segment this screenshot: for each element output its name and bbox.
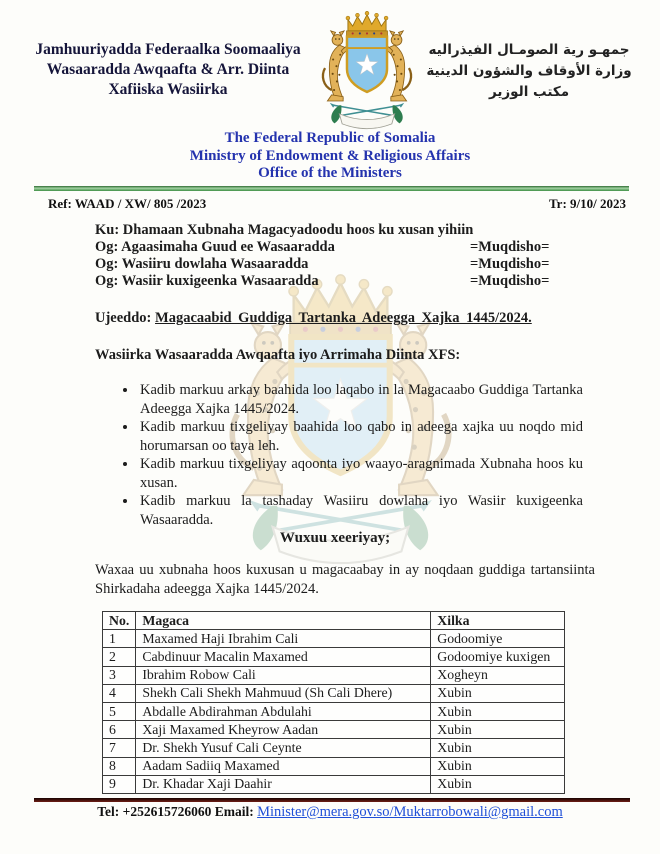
- member-name: Dr. Shekh Yusuf Cali Ceynte: [136, 739, 431, 757]
- somali-line-2: Wasaaradda Awqaafta & Arr. Diinta: [46, 61, 290, 78]
- member-no: 1: [103, 630, 136, 648]
- table-row: [103, 703, 565, 721]
- member-no: 6: [103, 721, 136, 739]
- arabic-line-3: مكتب الوزير: [488, 84, 570, 100]
- table-row: [103, 630, 565, 648]
- member-role: Xubin: [431, 703, 565, 721]
- member-no: 3: [103, 666, 136, 684]
- footer-contact: [0, 804, 660, 821]
- member-no: 2: [103, 648, 136, 666]
- english-line-2: Ministry of Endowment & Religious Affairs: [189, 147, 471, 164]
- member-no: 7: [103, 739, 136, 757]
- cc-label: Og: Wasiiru dowlaha Wasaaradda: [95, 256, 309, 272]
- member-name: Xaji Maxamed Kheyrow Aadan: [136, 721, 431, 739]
- arabic-line-2: وزارة الأوقاف والشؤون الدينية: [426, 63, 632, 79]
- subject-line: [95, 310, 603, 327]
- table-row: [103, 684, 565, 702]
- letterhead-arabic: [416, 40, 642, 103]
- column-header-role: Xilka: [431, 612, 565, 630]
- subject-text: Magacaabid Guddiga Tartanka Adeegga Xajka 1445/2024.: [155, 310, 532, 326]
- consideration-item: • Kadib markuu tixgeliyay baahida loo qabo in adeega xajka uu noqdo mid horumarsan oo taya leh.: [138, 418, 583, 455]
- table-row: [103, 757, 565, 775]
- letterhead-english-title: [0, 130, 660, 183]
- member-no: 4: [103, 684, 136, 702]
- table-row: [103, 648, 565, 666]
- member-name: Abdalle Abdirahman Abdulahi: [136, 703, 431, 721]
- consideration-item: • Kadib markuu la tashaday Wasiiru dowlaha iyo Wasiir kuxigeenka Wasaaradda.: [138, 492, 583, 529]
- somalia-coat-of-arms-icon: [305, 6, 429, 134]
- letterhead-somali: [24, 40, 312, 100]
- letter-body: [95, 222, 603, 794]
- member-role: Xubin: [431, 684, 565, 702]
- somali-line-3: Xafiiska Wasiirka: [108, 81, 228, 98]
- member-role: Xubin: [431, 775, 565, 793]
- member-name: Cabdinuur Macalin Maxamed: [136, 648, 431, 666]
- member-role: Xogheyn: [431, 666, 565, 684]
- cc-location: =Muqdisho=: [470, 273, 550, 289]
- footer-email-label: Email:: [214, 804, 254, 819]
- cc-row: [95, 239, 603, 256]
- member-name: Dr. Khadar Xaji Daahir: [136, 775, 431, 793]
- decision-paragraph: Waxaa uu xubnaha hoos kuxusan u magacaabay in ay noqdaan guddiga tartansiinta Shirkadaha adeegga Xajka 1445/2024.: [95, 562, 595, 597]
- reference-number: Ref: WAAD / XW/ 805 /2023: [48, 196, 207, 211]
- consideration-item: • Kadib markuu arkay baahida loo laqabo in la Magacaabo Guddiga Tartanka Adeegga Xajka 1445/2024.: [138, 381, 583, 418]
- member-name: Ibrahim Robow Cali: [136, 666, 431, 684]
- member-role: Xubin: [431, 757, 565, 775]
- table-row: [103, 666, 565, 684]
- subject-label: Ujeeddo:: [95, 310, 152, 326]
- reference-date: Tr: 9/10/ 2023: [548, 196, 626, 211]
- cc-row: [95, 273, 603, 290]
- header-divider-rule: [34, 186, 629, 191]
- cc-label: Og: Wasiir kuxigeenka Wasaaradda: [95, 273, 319, 289]
- member-no: 9: [103, 775, 136, 793]
- recipient-line: Ku: Dhamaan Xubnaha Magacyadoodu hoos ku xusan yihiin: [95, 222, 474, 238]
- reference-row: [48, 196, 626, 212]
- member-role: Xubin: [431, 721, 565, 739]
- member-role: Xubin: [431, 739, 565, 757]
- somali-line-1: Jamhuuriyadda Federaalka Soomaaliya: [35, 41, 301, 58]
- member-role: Godoomiye kuxigen: [431, 648, 565, 666]
- table-header-row: [103, 612, 565, 630]
- member-name: Shekh Cali Shekh Mahmuud (Sh Cali Dhere): [136, 684, 431, 702]
- cc-location: =Muqdisho=: [470, 256, 550, 272]
- column-header-name: Magaca: [136, 612, 431, 630]
- member-no: 5: [103, 703, 136, 721]
- opening-line: Wasiirka Wasaaradda Awqaafta iyo Arrimaha Diinta XFS:: [95, 347, 461, 363]
- member-no: 8: [103, 757, 136, 775]
- cc-label: Og: Agaasimaha Guud ee Wasaaradda: [95, 239, 335, 255]
- table-row: [103, 739, 565, 757]
- arabic-line-1: جمهـو رية الصومـال الفيذراليه: [428, 42, 630, 58]
- table-row: [103, 721, 565, 739]
- decision-heading: Wuxuu xeeriyay;: [279, 530, 391, 546]
- member-role: Godoomiye: [431, 630, 565, 648]
- english-line-1: The Federal Republic of Somalia: [224, 130, 436, 146]
- table-row: [103, 775, 565, 793]
- member-name: Aadam Sadiiq Maxamed: [136, 757, 431, 775]
- english-line-3: Office of the Ministers: [258, 165, 402, 182]
- considerations-list: [118, 381, 583, 529]
- cc-row: [95, 256, 603, 273]
- footer-divider-rule: [34, 798, 630, 802]
- committee-members-table: [102, 611, 565, 794]
- footer-tel: Tel: +252615726060: [97, 804, 212, 819]
- cc-location: =Muqdisho=: [470, 239, 550, 255]
- consideration-item: • Kadib markuu tixgeliyay aqoonta iyo waayo-aragnimada Xubnaha hoos ku xusan.: [138, 455, 583, 492]
- member-name: Maxamed Haji Ibrahim Cali: [136, 630, 431, 648]
- column-header-no: No.: [103, 612, 136, 630]
- footer-email-link[interactable]: Minister@mera.gov.so/Muktarrobowali@gmail.com: [257, 804, 563, 820]
